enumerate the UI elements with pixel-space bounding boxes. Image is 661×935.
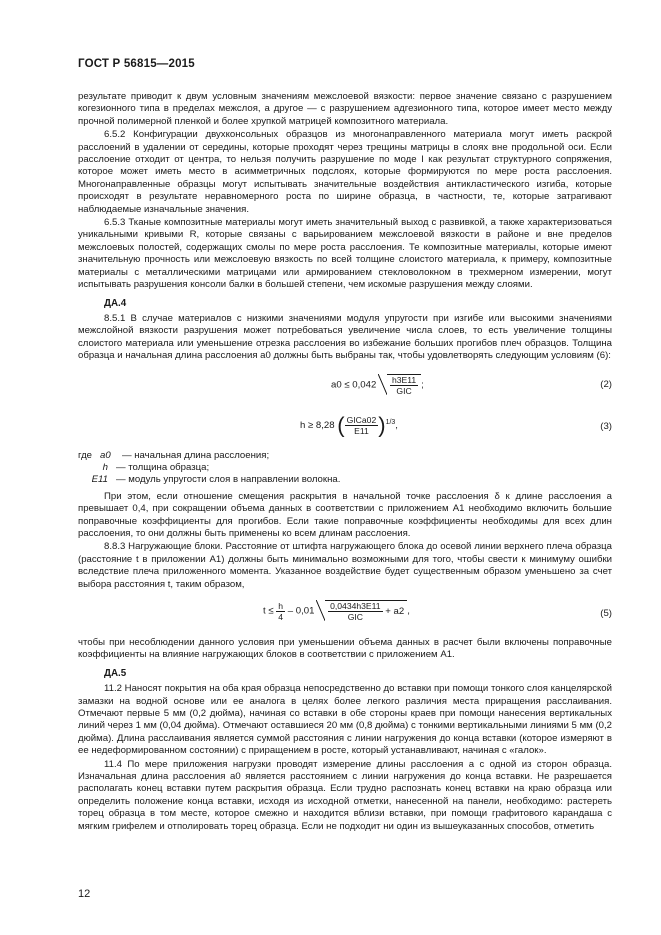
definition-symbol: a0 bbox=[100, 449, 111, 461]
definition-text: — начальная длина расслоения; bbox=[122, 449, 270, 461]
formula-5-mid: – 0,01 bbox=[287, 605, 315, 617]
formula-5-small-numerator: h bbox=[278, 600, 284, 611]
formula-5: t ≤ $\frac{h}{4}$ – 0,01 $\frac{0,0434h3E11}{\text{GIC}}$ + a2 , (5) bbox=[263, 600, 612, 622]
formula-3: h ≥ 8,28 ( $\frac{\text{GICa02}}{E11}$ )$^{1/3}$, (3) bbox=[300, 411, 612, 437]
definition-symbol: E11 bbox=[91, 474, 108, 486]
standard-header: ГОСТ Р 56815—2015 bbox=[78, 58, 195, 70]
formula-3-numerator: GICa02 bbox=[346, 414, 377, 425]
definition-text: — толщина образца; bbox=[116, 461, 210, 473]
formula-2-sqrt bbox=[387, 374, 421, 396]
paragraph-11-2: 11.2 Наносят покрытия на оба края образца непосредственно до вставки при помощи тонкого слоя канцелярской замазки на водной основе или ее аналога в целях более легкого различия места приращения расслаивания. Отмечают первые 5 мм (0,2 дюйма), начиная со вставки в обе стороны краев при помощи нанесения вертикальных линий через 1 мм (0,04 дюйма). Отмечают оставшиеся 20 мм (0,8 дюйма) с тонкими вертикальными линиями 5 мм (0,2 дюйма). Длина расслаивания является суммой расстояния с линии нагружения до конца вставки (которое измеряют в ее недеформированном состоянии) с приращением в росте, который устанавливают, начиная с «галок». bbox=[78, 683, 612, 757]
definition-text: — модуль упругости слоя в направлении волокна. bbox=[116, 474, 341, 486]
paragraph-continuation: результате приводит к двум условным значениям межслоевой вязкости: первое значение связано с разрушением когезионного типа в пределах межслоя, а другое — с разрушением адгезионного типа, которое имеет место между прочной полимерной пленкой и более хрупкой матрицей композитного материала. bbox=[78, 91, 612, 127]
formula-2-number: (2) bbox=[600, 378, 612, 390]
document-body bbox=[78, 91, 612, 833]
definition-prefix: где bbox=[78, 449, 93, 461]
formula-2-lhs: a0 ≤ 0,042 bbox=[331, 379, 377, 391]
paragraph-6-5-2: 6.5.2 Конфигурации двухконсольных образцов из многонаправленного материала могут иметь раскрой расслоений в удалении от середины, которые проходят через трещины матрицы в слоях вне продольной оси. Если расслоение отходит от центра, то нельзя получить разрушение по моде I как результат структурного сопряжения, которое может иметь место в асимметричных подслоях, которые формируются по мере роста расслоения. Многонаправленные образцы могут испытывать значительные воздействия антикластического изгиба, которые происходят в результате неравномерного роста по ширине образца, в частности, те, которые затрагивают наблюдаемые изначальные значения. bbox=[78, 129, 612, 215]
formula-5-denominator: GIC bbox=[347, 612, 363, 622]
definition-symbol: h bbox=[102, 461, 108, 473]
formula-2-denominator: GIC bbox=[396, 385, 412, 396]
paragraph-8-5-1: 8.5.1 В случае материалов с низкими значениями модуля упругости при изгибе или высокими значениями межслойной вязкости разрушения может потребоваться увеличение числа слоев, то есть увеличение толщины слоистого материала или уменьшение отрезка расслоения во избежание больших прогибов плеч образцов. Толщина образца и начальная длина расслоения a0 должны быть выбраны так, чтобы удовлетворять следующим условиям (6): bbox=[78, 312, 612, 362]
formula-5-sqrt bbox=[325, 600, 407, 622]
paragraph-ratio: При этом, если отношение смещения раскрытия в начальной точке расслоения δ к длине расслоения a превышает 0,4, при сокращении объема данных в соответствии с приложением А1 необходимо включить большие поправочные коэффициенты для прогибов. Если такие поправочные коэффициенты необходимы для всех длин расслоения, то они должны быть применены ко всем длинам расслоения. bbox=[78, 490, 612, 539]
formula-2: a0 ≤ 0,042 $\frac{h3E11}{\text{GIC}}$ ; (2) bbox=[331, 374, 612, 396]
formula-5-small-denominator: 4 bbox=[278, 611, 284, 622]
formula-5-number: (5) bbox=[600, 607, 612, 619]
paragraph-after-formula-5: чтобы при несоблюдении данного условия при уменьшении объема данных в расчет были включены поправочные коэффициенты на влияние нагружающих блоков в соответствии с приложением А1. bbox=[78, 637, 612, 661]
formula-3-number: (3) bbox=[600, 420, 612, 432]
formula-5-numerator: 0,0434h3E11 bbox=[330, 601, 381, 611]
definition-row bbox=[78, 474, 612, 486]
formula-5-lhs: t ≤ bbox=[263, 605, 274, 617]
formula-3-lhs: h ≥ 8,28 bbox=[300, 419, 335, 431]
formula-3-exponent: 1/3 bbox=[385, 418, 396, 426]
section-heading-da5: ДА.5 bbox=[104, 667, 127, 679]
paragraph-8-8-3: 8.8.3 Нагружающие блоки. Расстояние от штифта нагружающего блока до осевой линии верхнего плеча образца (расстояние t в приложении А1) должны быть минимально возможными для того, чтобы свести к минимуму ошибки вследствие плеча приложенного момента. Указанное воздействие будет существенным образом уменьшено за счет выбора расстояния t, таким образом, bbox=[78, 541, 612, 590]
page-number: 12 bbox=[78, 888, 91, 900]
definition-row bbox=[78, 450, 612, 462]
definition-row bbox=[78, 462, 612, 474]
paragraph-6-5-3: 6.5.3 Тканые композитные материалы могут иметь значительный выход с развивкой, а также характеризоваться уникальными кривыми R, которые связаны с варьированием межслоевой вязкости в районе и вне пределов межслоевых полостей, содержащих смолы по мере роста расслоения. Те композитные материалы, которые имеют значительную прочность или межслоевую вязкость по всей толщине слоистого материала, к примеру, композитные материалы с металлическими матрицами или армированием стекловолокном в трехмерном измерении, могут испытывать разрушения консоли балки в большей степени, чем искомые разрушения между слоями. bbox=[78, 217, 612, 291]
formula-3-denominator: E11 bbox=[354, 425, 369, 436]
section-heading-da4: ДА.4 bbox=[104, 297, 127, 309]
formula-5-plus: + a2 bbox=[385, 606, 405, 618]
formula-2-numerator: h3E11 bbox=[391, 374, 417, 385]
paragraph-11-4: 11.4 По мере приложения нагрузки проводят измерение длины расслоения a с одной из сторон образца. Изначальная длина расслоения a0 является расстоянием с линии нагружения до конца вставки. Не разрешается располагать конец вставки путем раскрытия образца. Если трудно распознать конец вставки на краю образца или определить положение конца вставки, исходя из исходной отметки, нанесенной на панели, необходимо: растереть торец образца в том месте, которое смежно и находится вблизи вставки, при помощи графитового карандаша с мягким грифелем и отполировать торец образца. Если не подходит ни один из вышеуказанных способов, отметить bbox=[78, 758, 612, 832]
definitions-list bbox=[78, 450, 612, 487]
